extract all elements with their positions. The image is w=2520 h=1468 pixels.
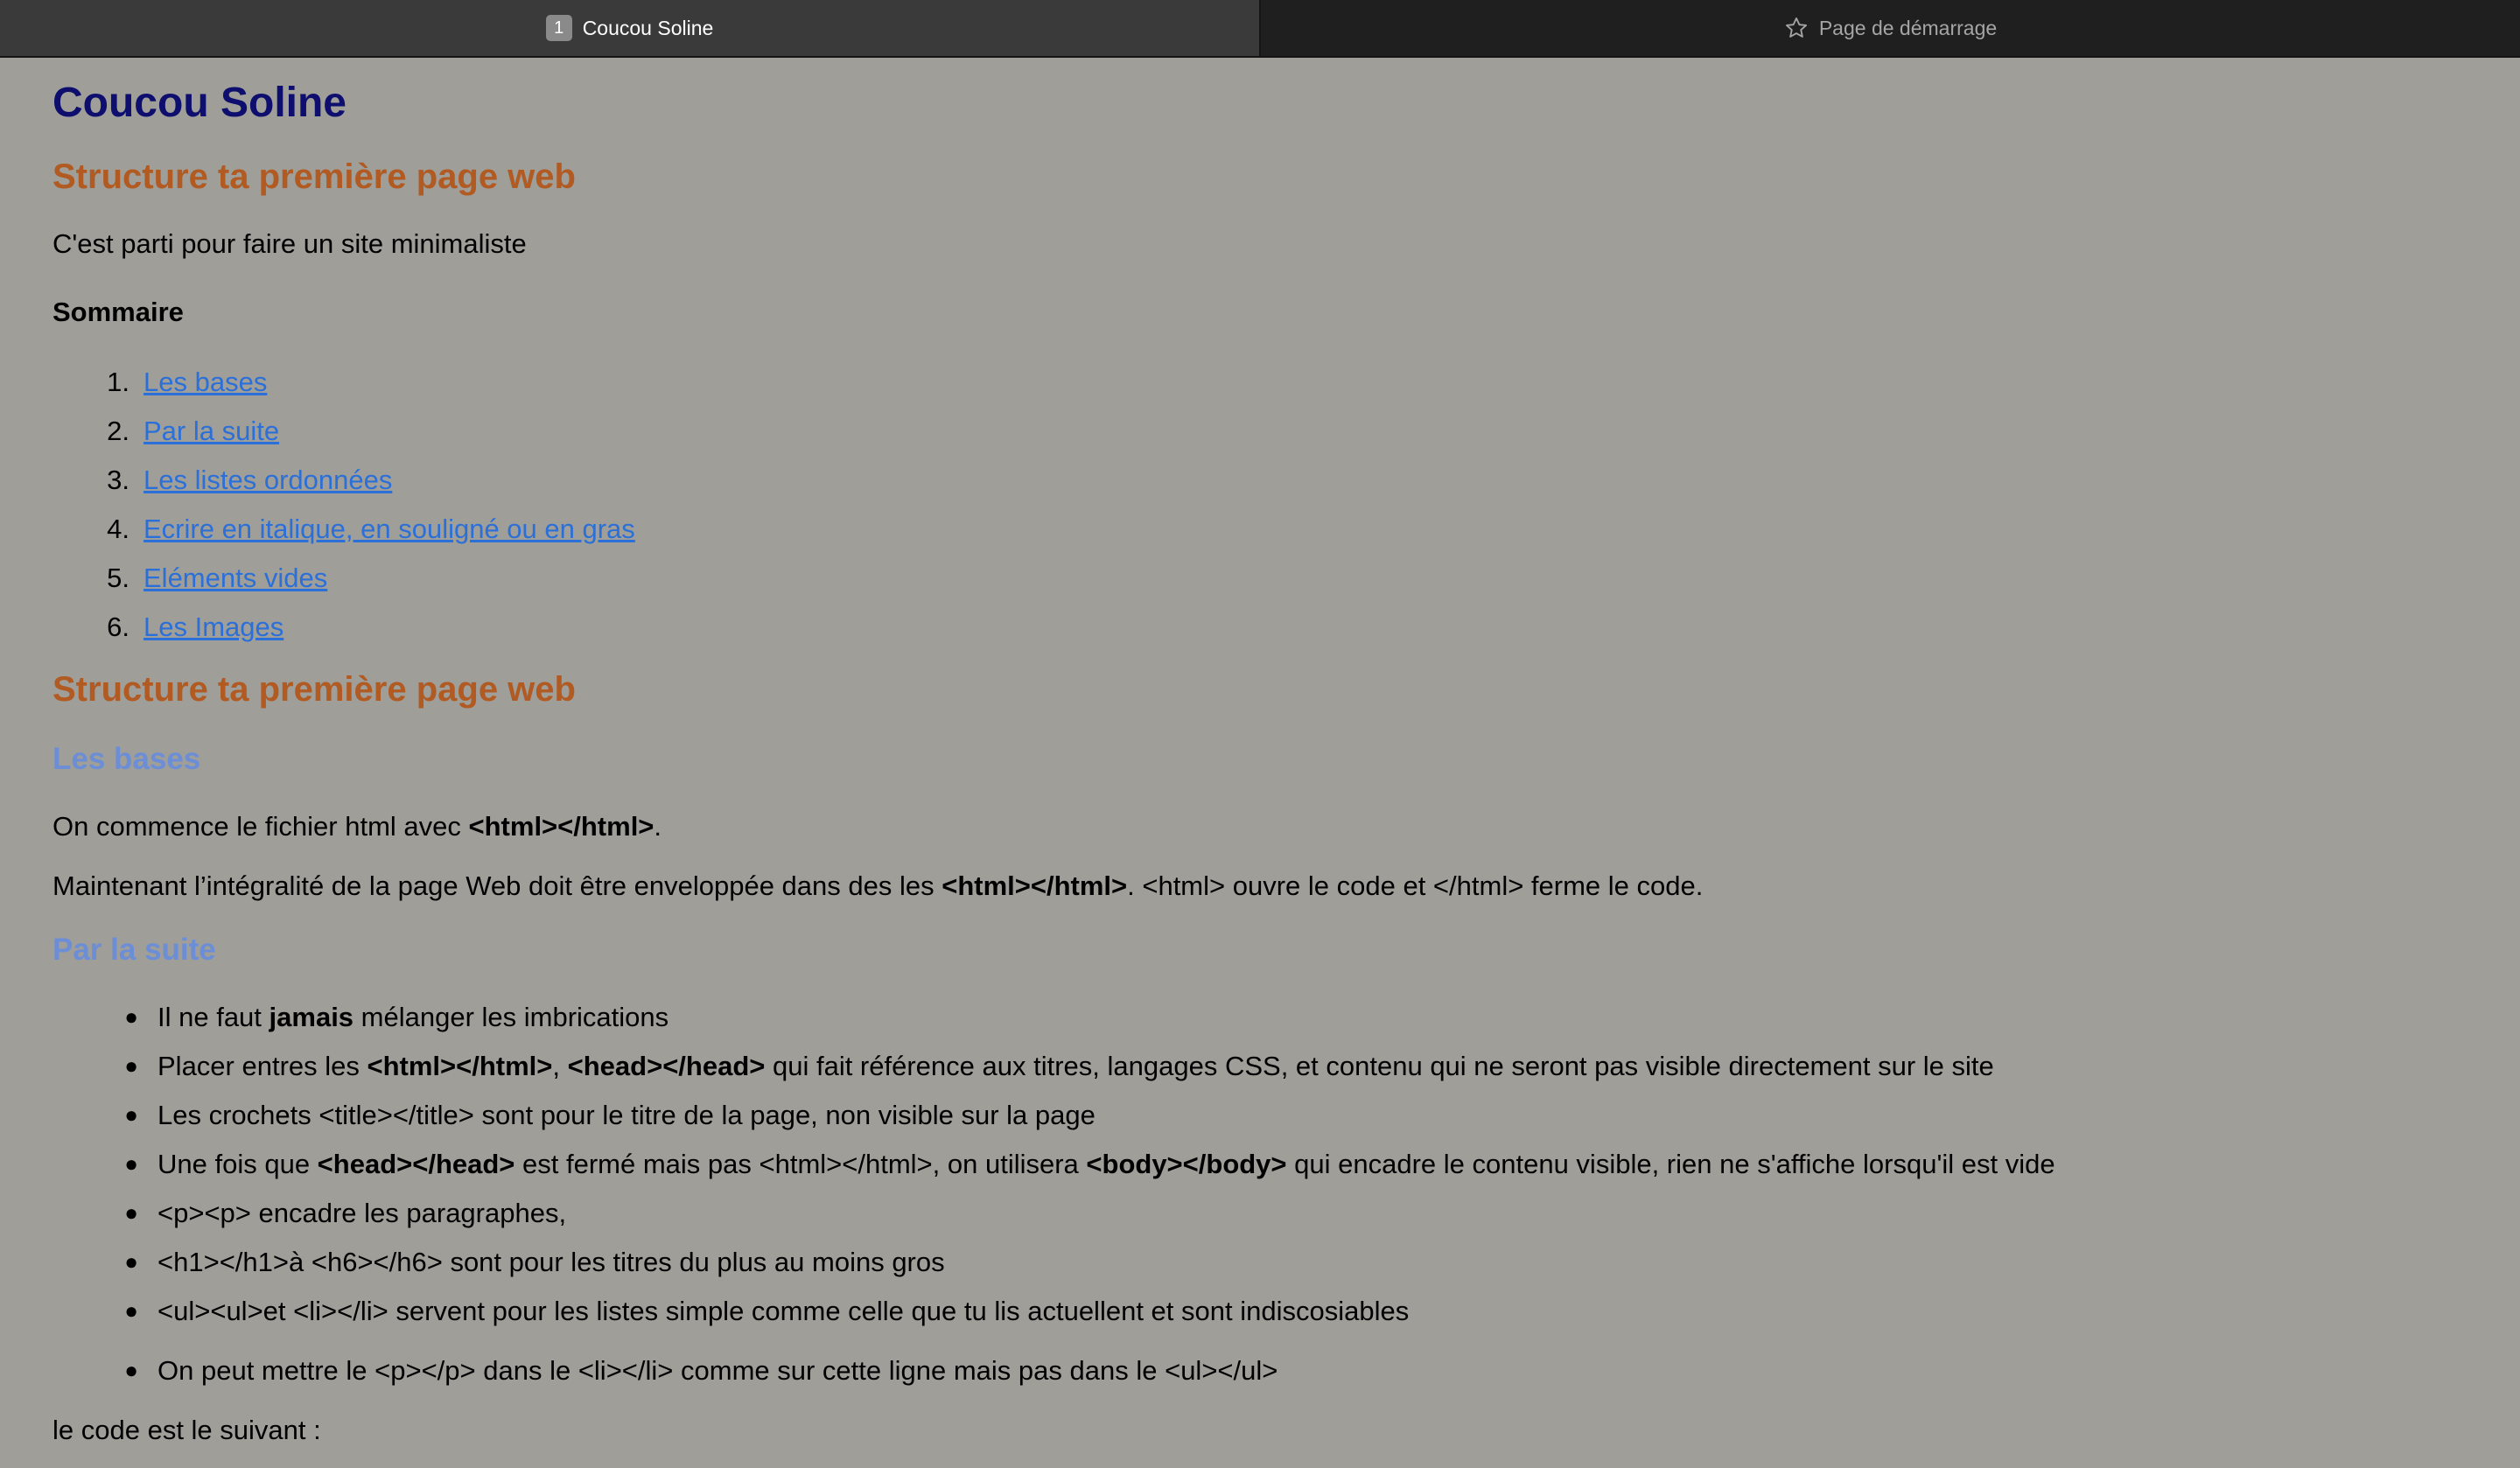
page-title: Coucou Soline (52, 80, 346, 126)
section-title: Structure ta première page web (52, 670, 576, 709)
summary-link-elements-vides[interactable]: Eléments vides (144, 563, 328, 593)
summary-item: 3. Les listes ordonnées (107, 465, 393, 495)
section-bases-title: Les bases (52, 742, 201, 776)
tab-label: Page de démarrage (1818, 16, 1998, 39)
tab-page-de-demarrage[interactable] (1261, 0, 2520, 56)
star-icon (1784, 16, 1809, 40)
summary-item: 5. Eléments vides (107, 563, 328, 593)
bases-paragraph-2: Maintenant l’intégralité de la page Web doit être enveloppée dans des les <html></html>. <html> ouvre le code et </html> ferme le code. (52, 870, 1704, 901)
list-item: ● Une fois que <head></head> est fermé mais pas <html></html>, on utilisera <body></body> qui encadre le contenu visible, rien ne s'affiche lorsqu'il est vide (124, 1149, 2055, 1179)
list-item: ● Placer entres les <html></html>, <head></head> qui fait référence aux titres, langages CSS, et contenu qui ne seront pas visible directement sur le site (124, 1051, 1994, 1081)
list-item: ● Les crochets <title></title> sont pour le titre de la page, non visible sur la page (124, 1100, 1096, 1130)
list-item: ● On peut mettre le <p></p> dans le <li></li> comme sur cette ligne mais pas dans le <ul></ul> (124, 1355, 1278, 1386)
page-subtitle: Structure ta première page web (52, 157, 576, 196)
tab-bar (0, 0, 2520, 58)
list-item: ● <ul><ul>et <li></li> servent pour les listes simple comme celle que tu lis actuellent et sont indiscosiables (124, 1296, 1410, 1326)
summary-item: 4. Ecrire en italique, en souligné ou en gras (107, 514, 635, 544)
summary-item: 2. Par la suite (107, 416, 280, 446)
summary-link-bases[interactable]: Les bases (144, 367, 268, 397)
summary-link-listes[interactable]: Les listes ordonnées (144, 465, 393, 495)
list-item: ● <h1></h1>à <h6></h6> sont pour les titres du plus au moins gros (124, 1247, 945, 1277)
intro-text: C'est parti pour faire un site minimaliste (52, 228, 527, 259)
list-item: ● Il ne faut jamais mélanger les imbrications (124, 1002, 669, 1032)
tab-coucou-soline[interactable] (0, 0, 1261, 56)
tab-label: Coucou Soline (582, 16, 714, 39)
tab-number-badge: 1 (546, 15, 572, 41)
bases-paragraph-1: On commence le fichier html avec <html></html>. (52, 811, 662, 842)
summary-item: 6. Les Images (107, 612, 284, 642)
summary-link-ecrire[interactable]: Ecrire en italique, en souligné ou en gras (144, 514, 635, 544)
summary-label: Sommaire (52, 297, 184, 327)
section-suite-title: Par la suite (52, 933, 216, 967)
list-item: ● <p><p> encadre les paragraphes, (124, 1198, 567, 1228)
summary-link-suite[interactable]: Par la suite (144, 416, 280, 446)
summary-link-images[interactable]: Les Images (144, 612, 284, 642)
code-intro-text: le code est le suivant : (52, 1415, 321, 1445)
summary-item: 1. Les bases (107, 367, 268, 397)
